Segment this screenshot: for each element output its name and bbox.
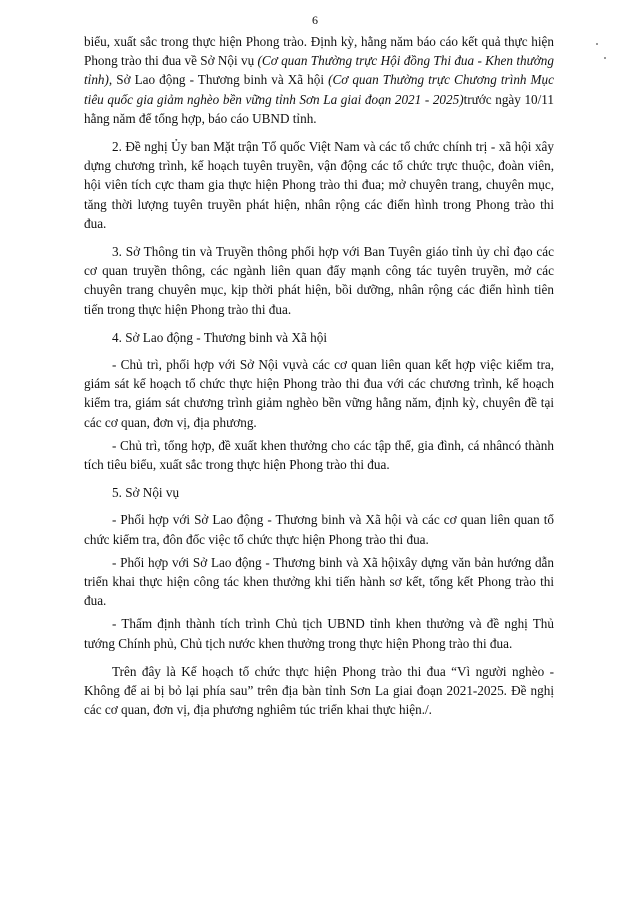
text-segment: 2. Đề nghị Ủy ban Mặt trận Tổ quốc Việt Nam và các tổ chức chính trị - xã hội xây dựng chương trình, kế hoạch tuyên truyền, vận động các tổ chức trực thuộc, đoàn viên, hội viên tích cực tham gia thực hiện Phong trào thi đua; mở chuyên trang, chuyên mục, tăng thời lượng tuyên truyền phát hiện, nhân rộng các điển hình trong Phong trào thi đua. bbox=[84, 139, 554, 231]
text-segment: , Sở Lao động - Thương binh và Xã hội bbox=[108, 72, 329, 88]
text-segment: - Phối hợp với Sở Lao động - Thương binh và Xã hội và các cơ quan liên quan tổ chức kiểm tra, đôn đốc việc tổ chức thực hiện Phong trào thi đua. bbox=[84, 512, 554, 547]
text-segment: - Thẩm định thành tích trình Chủ tịch UBND tỉnh khen thưởng và đề nghị Thủ tướng Chính phủ, Chủ tịch nước khen thưởng trong thực hiện Phong trào thi đua. bbox=[84, 616, 554, 651]
text-segment: biểu, xuất sắc trong thực hiện Phong trào. Định kỳ, hằng năm báo cáo kết quả thực hiện Phong trào thi đua về Sở Nội vụ bbox=[84, 34, 554, 69]
paragraph-home-affairs-appraisal bbox=[84, 614, 554, 652]
section-heading-home-affairs bbox=[84, 483, 554, 502]
paragraph-labour-reward bbox=[84, 436, 554, 474]
page-number: 6 bbox=[312, 13, 318, 27]
text-segment: trước ngày 10/11 hằng năm để tổng hợp, báo cáo UBND tỉnh. bbox=[84, 91, 555, 126]
paragraph-information-communications bbox=[84, 242, 554, 319]
paragraph-fatherland-front bbox=[84, 137, 554, 233]
text-segment: Trên đây là Kế hoạch tổ chức thực hiện Phong trào thi đua “Vì người nghèo - Không để ai bị bỏ lại phía sau” trên địa bàn tỉnh Sơn La giai đoạn 2021-2025. Đề nghị các cơ quan, đơn vị, địa phương nghiêm túc triển khai thực hiện./. bbox=[84, 663, 554, 718]
italic-text-segment: (Cơ quan Thường trực Chương trình Mục tiêu quốc gia giảm nghèo bền vững tỉnh Sơn La giai đoạn 2021 - 2025) bbox=[84, 72, 554, 107]
text-segment: 4. Sở Lao động - Thương binh và Xã hội bbox=[112, 329, 327, 345]
scan-speck bbox=[604, 57, 606, 59]
text-segment: 3. Sở Thông tin và Truyền thông phối hợp với Ban Tuyên giáo tỉnh ủy chỉ đạo các cơ quan truyền thông, các ngành liên quan đẩy mạnh công tác tuyên truyền, mở các chuyên trang chuyên mục, kịp thời phát hiện, bồi dưỡng, nhân rộng các điển hình tiên tiến trong thực hiện Phong trào thi đua. bbox=[84, 244, 554, 317]
italic-text-segment: (Cơ quan Thường trực Hội đồng Thi đua - Khen thưởng tỉnh) bbox=[84, 53, 554, 88]
paragraph-home-affairs-inspection bbox=[84, 510, 554, 548]
document-body bbox=[84, 32, 554, 729]
section-heading-labour bbox=[84, 328, 554, 347]
text-segment: 5. Sở Nội vụ bbox=[112, 485, 180, 501]
text-segment: - Chủ trì, phối hợp với Sở Nội vụvà các cơ quan liên quan kết hợp việc kiểm tra, giám sát kế hoạch tổ chức thực hiện Phong trào thi đua với các chương trình, kế hoạch kiểm tra, giám sát chương trình giảm nghèo bền vững hằng năm, định kỳ, chuyên đề tại các cơ quan, đơn vị, địa phương. bbox=[84, 357, 554, 430]
paragraph-reporting bbox=[84, 32, 554, 128]
scan-speck bbox=[596, 43, 598, 45]
paragraph-conclusion bbox=[84, 662, 554, 720]
paragraph-home-affairs-guidance bbox=[84, 553, 554, 611]
text-segment: - Phối hợp với Sở Lao động - Thương binh và Xã hộixây dựng văn bản hướng dẫn triển khai thực hiện công tác khen thưởng khi tiến hành sơ kết, tổng kết Phong trào thi đua. bbox=[84, 554, 554, 609]
text-segment: - Chủ trì, tổng hợp, đề xuất khen thưởng cho các tập thể, gia đình, cá nhâncó thành tích tiêu biểu, xuất sắc trong thực hiện Phong trào thi đua. bbox=[84, 437, 554, 473]
paragraph-labour-inspection bbox=[84, 355, 554, 432]
